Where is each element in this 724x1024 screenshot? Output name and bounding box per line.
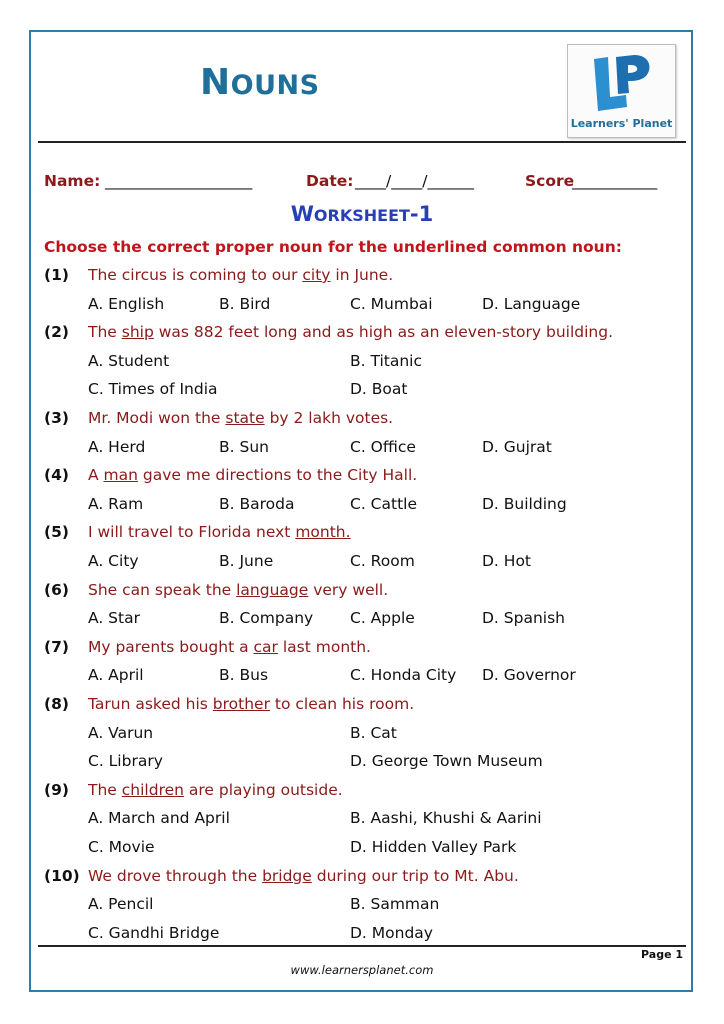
question-text-after: in June. (330, 266, 394, 284)
underlined-common-noun: car (253, 637, 278, 656)
name-label: Name: (44, 172, 101, 190)
learners-planet-logo (567, 44, 676, 138)
question-text (88, 523, 351, 541)
question-number: (7) (44, 637, 69, 656)
website-url: www.learnersplanet.com (290, 963, 434, 977)
answer-option[interactable]: C. Apple (350, 609, 415, 628)
underlined-common-noun: bridge (262, 866, 312, 885)
date-field[interactable]: ____/____/______ (355, 172, 474, 190)
question-number: (4) (44, 466, 69, 485)
answer-option[interactable]: C. Room (350, 551, 415, 570)
question-number: (2) (44, 323, 69, 342)
name-field[interactable]: ___________________ (105, 172, 253, 190)
score-field[interactable]: ___________ (572, 172, 658, 190)
answer-option[interactable]: C. Office (350, 437, 416, 456)
answer-option[interactable]: C. Movie (88, 837, 155, 856)
answer-option[interactable]: D. Building (482, 494, 567, 513)
date-label: Date: (306, 172, 354, 190)
logo-text: Learners' Planet (570, 117, 673, 130)
answer-option[interactable]: C. Mumbai (350, 294, 433, 313)
question-text (88, 323, 613, 341)
question-text-before: A (88, 466, 104, 485)
answer-option[interactable]: D. Monday (350, 923, 433, 942)
question-text (88, 409, 393, 427)
question-text-after: was 882 feet long and as high as an eleven-story building. (153, 323, 614, 342)
answer-option[interactable]: D. George Town Museum (350, 752, 543, 771)
answer-option[interactable]: C. Honda City (350, 666, 457, 685)
question-text-after: by 2 lakh votes. (264, 409, 394, 427)
answer-option[interactable]: A. Pencil (88, 895, 154, 914)
question-text-after: are playing outside. (183, 780, 343, 799)
answer-option[interactable]: B. Titanic (350, 351, 423, 370)
score-label: Score (525, 172, 575, 190)
lp-logo-icon (586, 51, 656, 115)
question-text-before: She can speak the (88, 580, 237, 599)
question-text-before: The circus is coming to our (88, 266, 303, 284)
underlined-common-noun: brother (212, 695, 270, 713)
question-number: (6) (44, 580, 69, 599)
underlined-common-noun: state (225, 409, 265, 427)
question-number: (9) (44, 780, 69, 799)
answer-option[interactable]: C. Library (88, 752, 163, 771)
question-text (88, 695, 414, 713)
question-text-before: Mr. Modi won the (88, 409, 226, 427)
question-item (0, 323, 724, 409)
question-text-after: last month. (277, 637, 371, 656)
answer-option[interactable]: A. Ram (88, 494, 144, 513)
question-number: (3) (44, 409, 69, 427)
question-text-after: gave me directions to the City Hall. (137, 466, 418, 485)
answer-option[interactable]: B. Sun (219, 437, 269, 456)
answer-option[interactable]: B. Cat (350, 723, 397, 742)
answer-option[interactable]: D. Hidden Valley Park (350, 837, 517, 856)
question-item (0, 867, 724, 953)
answer-option[interactable]: D. Language (482, 294, 581, 313)
underlined-common-noun: man (103, 466, 138, 485)
answer-option[interactable]: D. Governor (482, 666, 576, 685)
question-number: (5) (44, 523, 69, 542)
answer-option[interactable]: B. Aashi, Khushi & Aarini (350, 809, 542, 828)
question-text-after: during our trip to Mt. Abu. (311, 866, 519, 885)
answer-option[interactable]: A. Varun (88, 723, 154, 742)
answer-option[interactable]: D. Spanish (482, 609, 565, 628)
question-text (88, 781, 343, 799)
question-item (0, 695, 724, 781)
answer-option[interactable]: B. Company (219, 609, 314, 628)
answer-option[interactable]: A. Herd (88, 437, 146, 456)
answer-option[interactable]: C. Gandhi Bridge (88, 923, 220, 942)
underlined-common-noun: language (236, 580, 309, 599)
question-text-before: We drove through the (88, 866, 263, 885)
answer-option[interactable]: A. Student (88, 351, 170, 370)
answer-option[interactable]: B. Samman (350, 895, 440, 914)
answer-option[interactable]: D. Hot (482, 551, 532, 570)
answer-option[interactable]: A. City (88, 551, 139, 570)
answer-option[interactable]: C. Cattle (350, 494, 417, 513)
answer-option[interactable]: B. June (219, 551, 274, 570)
question-text (88, 867, 519, 885)
header-divider (38, 141, 686, 143)
question-text (88, 266, 393, 284)
answer-option[interactable]: D. Boat (350, 380, 408, 399)
question-text-before: My parents bought a (88, 637, 254, 656)
question-text (88, 466, 417, 484)
question-number: (1) (44, 266, 69, 284)
answer-option[interactable]: B. Baroda (219, 494, 295, 513)
page-title: NOUNS (200, 62, 320, 103)
answer-option[interactable]: A. English (88, 294, 165, 313)
worksheet-title: WORKSHEET-1 (290, 202, 434, 226)
answer-option[interactable]: C. Times of India (88, 380, 218, 399)
underlined-common-noun: children (121, 780, 184, 799)
question-number: (8) (44, 695, 69, 713)
answer-option[interactable]: D. Gujrat (482, 437, 552, 456)
instruction-text: Choose the correct proper noun for the underlined common noun: (44, 238, 622, 256)
answer-option[interactable]: B. Bird (219, 294, 271, 313)
question-text-before: Tarun asked his (88, 695, 213, 713)
question-text-before: I will travel to Florida next (88, 523, 296, 542)
question-text (88, 581, 388, 599)
answer-option[interactable]: B. Bus (219, 666, 269, 685)
question-text-after: very well. (308, 580, 389, 599)
underlined-common-noun: month. (295, 523, 351, 542)
footer-divider (38, 945, 686, 947)
question-text-before: The (88, 780, 122, 799)
underlined-common-noun: ship (121, 323, 154, 342)
question-item (0, 781, 724, 867)
underlined-common-noun: city (302, 266, 331, 284)
answer-option[interactable]: A. Star (88, 609, 140, 628)
question-text (88, 638, 371, 656)
question-number: (10) (44, 866, 80, 885)
answer-option[interactable]: A. April (88, 666, 144, 685)
answer-option[interactable]: A. March and April (88, 809, 230, 828)
question-text-before: The (88, 323, 122, 342)
question-text-after: to clean his room. (269, 695, 415, 713)
page-number: Page 1 (641, 948, 684, 961)
